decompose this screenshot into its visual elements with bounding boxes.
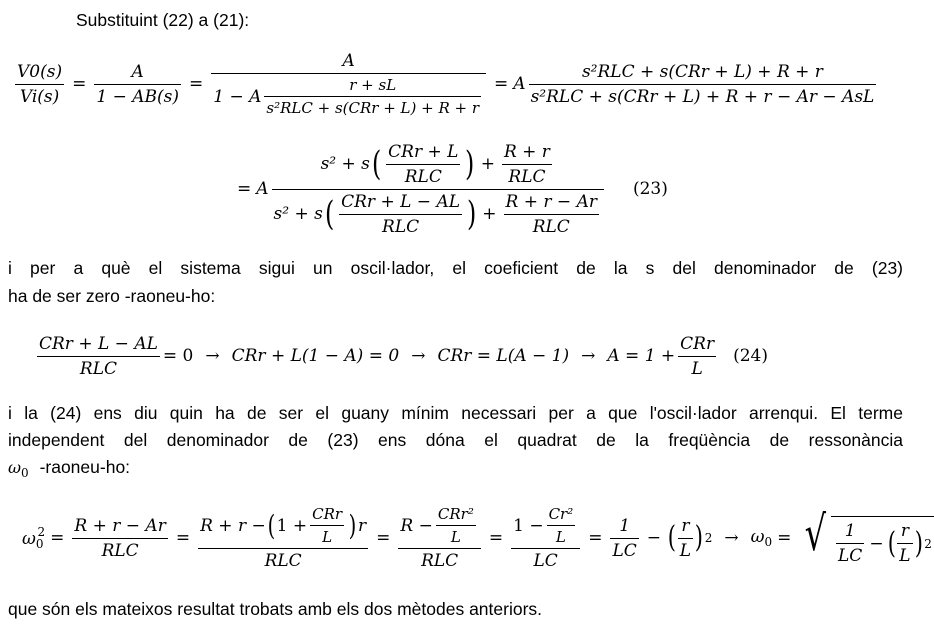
eq24-step-3: CRr = L(A − 1) <box>437 346 570 366</box>
eq24-denominator: RLC <box>79 358 117 379</box>
lhs-fraction <box>15 62 64 107</box>
omega-fraction-4-inner-denominator: L <box>555 528 566 546</box>
omega-fraction-5 <box>610 516 638 561</box>
omega-fraction-1-denominator: RLC <box>101 540 139 561</box>
fraction-2-denominator <box>211 76 486 117</box>
equation-23: = A s² + s ( $\frac{\text{CRr + L}}{\text{RLC}}$ ) + $\frac{R + r}{\text{RLC}}$ s² + s ( $\frac{\text{CRr + L − AL}}{\text{RLC}}$ ) + $\frac{R + r - Ar}{\text{RLC}}$ (23) <box>237 141 668 237</box>
final-text: que són els mateixos resultat trobats amb els dos mètodes anteriors. <box>8 599 543 619</box>
fraction-3 <box>529 62 877 107</box>
eq23-num-paren-numerator: CRr + L <box>388 141 459 162</box>
fraction-3-denominator: s²RLC + s(CRr + L) + R + r − Ar − AsL <box>530 86 875 107</box>
omega-fraction-4 <box>511 505 580 571</box>
eq23-den-add-fraction <box>504 192 599 237</box>
sqrt-fraction <box>836 521 864 566</box>
sqrt-fraction-numerator: 1 <box>844 521 856 541</box>
eq23-num-paren-fraction <box>386 142 460 187</box>
intro-text: Substituint (22) a (21): <box>76 10 250 30</box>
omega-fraction-2-denominator: RLC <box>264 551 302 571</box>
eq24-step-1: = 0 <box>162 346 194 366</box>
paragraph-1-line-1: i per a què el sistema sigui un oscil·lador, el coeficient de la s del denominador de (23) <box>8 258 903 278</box>
equation-24: $\frac{\text{CRr + L − AL}}{\text{RLC}}$ = 0 → CRr + L(1 − A) = 0 → CRr = L(A − 1) → A = 1 + $\frac{\text{CRr}}{L}$ (24) <box>39 333 769 379</box>
fraction-2-inner-numerator: r + sL <box>349 76 397 94</box>
omega-fraction-6-denominator: L <box>679 540 692 561</box>
eq23-num-add-numerator: R + r <box>503 141 550 162</box>
eq23-den-paren-fraction <box>339 192 462 237</box>
paragraph-2-line-3 <box>8 456 130 484</box>
paragraph-2-line-1: i la (24) ens diu quin ha de ser el guany mínim necessari per a que l'oscil·lador arrenqui. El terme <box>8 403 903 423</box>
eq23-num-paren-denominator: RLC <box>404 166 442 187</box>
eq24-step-4-numerator: CRr <box>680 333 715 354</box>
fraction-2-numerator: A <box>342 51 355 71</box>
eq23-numerator-lead: s² + s <box>320 154 370 174</box>
fraction-1 <box>94 62 181 107</box>
eq24-step-4-denominator: L <box>691 358 703 379</box>
omega-fraction-2-lead: R + r − <box>200 515 266 536</box>
sqrt-fraction-denominator: LC <box>838 546 863 566</box>
paragraph-1-line-2: ha de ser zero -raoneu-ho: <box>8 286 216 306</box>
omega-zero-symbol: $\omega_0$ <box>8 458 29 480</box>
omega-fraction-2-inner-denominator: L <box>322 528 333 546</box>
eq23-main-fraction <box>272 142 604 237</box>
omega-zero-lhs: $\omega_0$ <box>750 527 773 549</box>
fraction-1-numerator: A <box>131 61 144 82</box>
eq23-num-add-denominator: RLC <box>508 166 546 187</box>
omega-fraction-2 <box>198 505 368 571</box>
equation-number-24: (24) <box>733 346 769 366</box>
fraction-1-denominator: 1 − AB(s) <box>96 86 179 107</box>
eq24-step-4-fraction <box>678 334 716 379</box>
eq24-fraction <box>37 334 160 379</box>
omega-fraction-1-numerator: R + r − Ar <box>74 515 166 536</box>
eq23-num-add-fraction <box>502 142 552 187</box>
square-root: √ $\frac{1}{LC}$ − ( $\frac{r}{L}$ ) 2 <box>805 506 932 566</box>
equation-omega: $\omega_0^2$ = $\frac{R + r - Ar}{\text{RLC}}$ = R + r − ( 1 + $\frac{\text{CRr}}{L}$ ) r RLC = R − $\frac{\text{CRr²}}{L}$ RLC = 1 − $\frac{\text{Cr²}}{L}$ LC = $\frac{1}{LC}$ − ( $\frac{r}{L}$ ) 2 → $\omega_0$ = √ $\frac{1}{LC}$ − ( $\frac{r}{L}$ ) 2 <box>22 505 932 571</box>
equation-substitution: $\frac{V0(s)}{Vi(s)}$ = $\frac{A}{1 - AB(s)}$ = A 1 − A $\frac{r + sL}{\text{s²RLC + s(CRr + L) + R + r}}$ = A $\frac{\text{s²RLC + s(CRr + L) + R + r}}{\text{s²RLC + s(CRr + L) + R + r − Ar − AsL}}$ <box>17 51 875 117</box>
eq24-numerator: CRr + L − AL <box>39 333 158 354</box>
omega-fraction-2-inner <box>310 505 344 546</box>
omega-fraction-4-inner <box>547 505 576 546</box>
omega-fraction-3-inner <box>436 505 476 546</box>
fraction-2-inner <box>264 76 481 117</box>
eq23-den-paren-numerator: CRr + L − AL <box>341 191 461 212</box>
omega-fraction-3-lead: R − <box>400 515 433 536</box>
omega-fraction-2-inner-numerator: CRr <box>312 505 343 523</box>
equation-number-23: (23) <box>632 179 668 199</box>
omega-fraction-5-denominator: LC <box>612 540 637 561</box>
omega-fraction-5-numerator: 1 <box>619 515 631 536</box>
omega-fraction-4-inner-numerator: Cr² <box>548 505 574 523</box>
eq23-den-add-numerator: R + r − Ar <box>505 191 597 212</box>
paragraph-2-line-3-text: -raoneu-ho: <box>39 457 131 477</box>
fraction-3-numerator: s²RLC + s(CRr + L) + R + r <box>581 61 823 82</box>
eq23-den-paren-denominator: RLC <box>382 216 420 237</box>
omega-fraction-4-denominator: LC <box>533 551 558 571</box>
omega-squared-lhs: $\omega_0^2$ <box>22 525 46 551</box>
omega-fraction-3-numerator <box>398 505 480 546</box>
omega-fraction-3 <box>398 505 480 571</box>
fraction-2 <box>211 51 486 117</box>
sqrt-rl-fraction: $\frac{r}{L}$ <box>899 521 911 566</box>
lhs-numerator: V0(s) <box>17 61 63 82</box>
eq24-step-4-lead: A = 1 + <box>607 346 676 366</box>
omega-fraction-4-lead: 1 − <box>513 515 544 536</box>
omega-fraction-3-denominator: RLC <box>421 551 459 571</box>
eq23-den-add-denominator: RLC <box>532 216 570 237</box>
eq23-numerator: s² + s ( $\frac{\text{CRr + L}}{\text{RLC}}$ ) + $\frac{R + r}{\text{RLC}}$ <box>320 141 550 187</box>
eq23-denominator-lead: s² + s <box>273 204 323 224</box>
eq23-denominator: s² + s ( $\frac{\text{CRr + L − AL}}{\text{RLC}}$ ) + $\frac{R + r - Ar}{\text{RLC}}$ <box>273 191 597 237</box>
omega-fraction-6 <box>678 516 693 561</box>
fraction-2-denominator-lead: 1 − A <box>213 86 262 107</box>
paragraph-2-line-2: independent del denominador de (23) ens dóna el quadrat de la freqüència de ressonància <box>8 430 903 450</box>
lhs-denominator: Vi(s) <box>19 86 60 107</box>
omega-fraction-3-inner-numerator: CRr² <box>437 505 474 523</box>
omega-fraction-2-numerator: R + r − ( 1 + $\frac{\text{CRr}}{L}$ ) r <box>200 505 367 546</box>
omega-fraction-6-numerator: r <box>681 515 690 536</box>
eq24-step-2: CRr + L(1 − A) = 0 <box>231 346 400 366</box>
fraction-2-inner-denominator: s²RLC + s(CRr + L) + R + r <box>266 99 480 117</box>
omega-fraction-1 <box>72 516 167 561</box>
omega-fraction-3-inner-denominator: L <box>450 528 461 546</box>
omega-fraction-4-numerator <box>511 505 580 546</box>
